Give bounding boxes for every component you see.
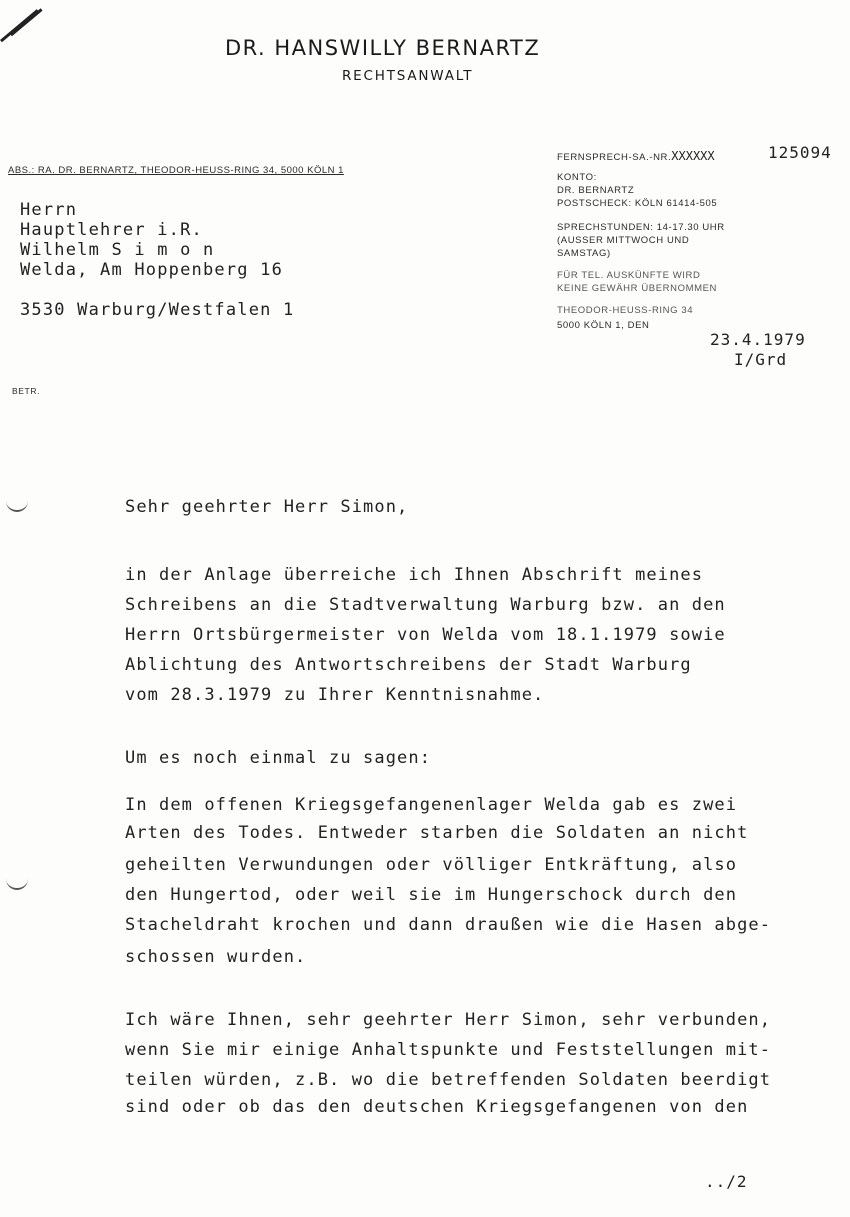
letter-date: 23.4.1979 [710,330,806,349]
postcheck-account: POSTSCHECK: KÖLN 61414-505 [557,198,718,209]
recipient-line: 3530 Warburg/Westfalen 1 [20,300,295,320]
office-hours: SPRECHSTUNDEN: 14-17.30 UHR [557,222,725,233]
recipient-line: Herrn [20,200,78,220]
phone-number: 125094 [768,143,832,162]
body-line: sind oder ob das den deutschen Kriegsgefangenen von den [125,1097,749,1117]
punch-hole-mark [6,496,28,512]
subject-label: BETR. [12,386,41,396]
letterhead-name: DR. HANSWILLY BERNARTZ [225,36,541,60]
body-line: Um es noch einmal zu sagen: [125,748,432,768]
city-date-label: 5000 KÖLN 1, DEN [557,320,650,331]
recipient-line: Hauptlehrer i.R. [20,220,203,240]
body-line: Schreibens an die Stadtverwaltung Warburg bzw. an den [125,595,726,615]
body-line: den Hungertod, oder weil sie im Hungerschock durch den [125,885,738,905]
letterhead-title: RECHTSANWALT [342,68,474,84]
phone-disclaimer: FÜR TEL. AUSKÜNFTE WIRD [557,270,701,281]
account-name: DR. BERNARTZ [557,185,635,196]
recipient-line: Welda, Am Hoppenberg 16 [20,260,284,280]
body-line: wenn Sie mir einige Anhaltspunkte und Feststellungen mit- [125,1040,772,1060]
reference-code: I/Grd [734,350,788,369]
punch-hole-mark [6,874,28,890]
phone-label: FERNSPRECH-SA.-NR.XXXXXX [557,149,715,163]
body-line: Herrn Ortsbürgermeister von Welda vom 18.1.1979 sowie [125,625,726,645]
body-line: teilen würden, z.B. wo die betreffenden Soldaten beerdigt [125,1070,772,1090]
salutation: Sehr geehrter Herr Simon, [125,497,409,517]
pen-stroke-mark [10,8,43,36]
sender-return-address: ABS.: RA. DR. BERNARTZ, THEODOR-HEUSS-RING 34, 5000 KÖLN 1 [8,165,344,176]
recipient-line: Wilhelm S i m o n [20,240,215,260]
body-line: geheilten Verwundungen oder völliger Entkräftung, also [125,855,738,875]
phone-disclaimer: KEINE GEWÄHR ÜBERNOMMEN [557,283,718,294]
body-line: Stacheldraht krochen und dann draußen wie die Hasen abge- [125,915,772,935]
body-line: Ich wäre Ihnen, sehr geehrter Herr Simon, sehr verbunden, [125,1010,772,1030]
body-line: vom 28.3.1979 zu Ihrer Kenntnisnahme. [125,685,545,705]
body-line: In dem offenen Kriegsgefangenenlager Welda gab es zwei [125,795,738,815]
office-street: THEODOR-HEUSS-RING 34 [557,305,694,316]
body-line: schossen wurden. [125,947,307,967]
body-line: in der Anlage überreiche ich Ihnen Abschrift meines [125,565,704,585]
office-hours-except: (AUSSER MITTWOCH UND [557,235,690,246]
office-hours-saturday: SAMSTAG) [557,248,611,259]
body-line: Ablichtung des Antwortschreibens der Stadt Warburg [125,655,692,675]
page-continuation: ../2 [705,1172,748,1191]
body-line: Arten des Todes. Entweder starben die Soldaten an nicht [125,823,749,843]
account-label: KONTO: [557,172,597,183]
